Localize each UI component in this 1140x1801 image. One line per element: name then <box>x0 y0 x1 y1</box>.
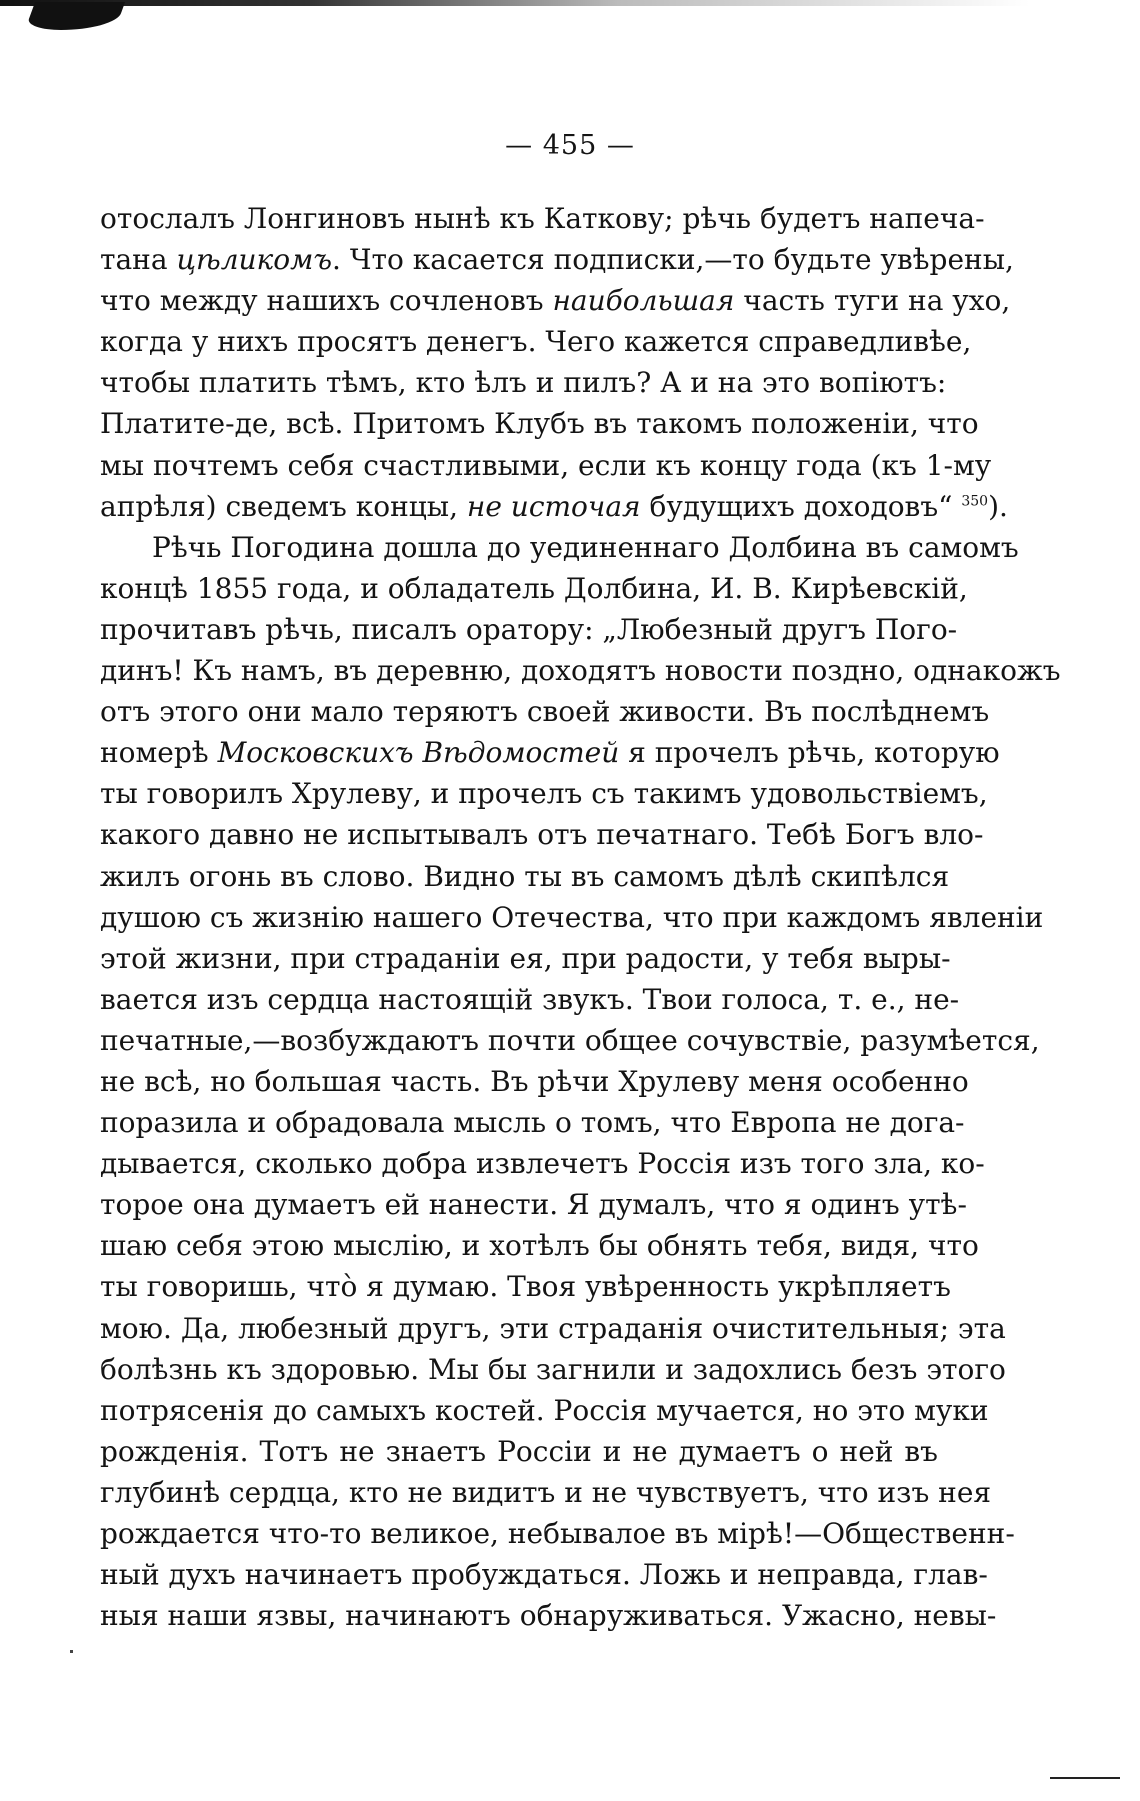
text-line <box>100 1308 1006 1349</box>
text-line <box>100 979 960 1020</box>
text-run: будущихъ доходовъ“ <box>640 489 962 523</box>
text-run: Платите-де, всѣ. Притомъ Клубъ въ такомъ положеніи, что <box>100 407 979 441</box>
text-line <box>100 321 972 362</box>
text-run: отослалъ Лонгиновъ нынѣ къ Каткову; рѣчь будетъ напеча- <box>100 202 985 235</box>
text-run: вается изъ сердца настоящій звукъ. Твои голоса, т. е., не- <box>100 982 960 1016</box>
text-run: поразила и обрадовала мысль о томъ, что Европа не дога- <box>100 1106 965 1140</box>
scan-edge-shadow <box>0 0 1030 6</box>
text-run: торое она думаетъ ей нанести. Я думалъ, что я одинъ утѣ- <box>100 1188 967 1222</box>
text-run: тана <box>100 243 177 277</box>
text-run: рожденія. Тотъ не знаетъ Россіи и не думаетъ о ней въ <box>100 1434 938 1468</box>
text-line <box>100 239 1014 280</box>
text-line <box>100 568 968 609</box>
text-run: какого давно не испытывалъ отъ печатнаго. Тебѣ Богъ вло- <box>100 818 984 852</box>
text-run: ный духъ начинаетъ пробуждаться. Ложь и неправда, глав- <box>100 1558 988 1592</box>
text-line <box>100 1143 985 1184</box>
text-line <box>100 486 1008 527</box>
text-run: жилъ огонь въ слово. Видно ты въ самомъ дѣлѣ скипѣлся <box>100 859 950 893</box>
text-run: . Что касается подписки,—то будьте увѣрены, <box>332 243 1014 277</box>
text-line <box>100 609 958 650</box>
text-run: ты говорилъ Хрулеву, и прочелъ съ такимъ удовольствіемъ, <box>100 777 988 811</box>
text-line <box>100 527 1019 568</box>
text-run: дывается, сколько добра извлечетъ Россія изъ того зла, ко- <box>100 1147 985 1181</box>
text-line <box>100 856 950 897</box>
text-run: потрясенія до самыхъ костей. Россія мучается, но это муки <box>100 1393 989 1427</box>
text-run: отъ этого они мало теряютъ своей живости. Въ послѣднемъ <box>100 695 990 729</box>
scan-ink-blot <box>25 2 125 30</box>
italic-emphasis: наибольшая <box>552 284 735 318</box>
scan-corner-mark <box>1050 1777 1120 1779</box>
text-line <box>100 280 1011 321</box>
text-line <box>100 1554 988 1595</box>
text-run: душою съ жизнію нашего Отечества, что при каждомъ явленіи <box>100 900 1044 934</box>
text-line <box>100 198 985 239</box>
text-line <box>100 650 1061 691</box>
text-run: я прочелъ рѣчь, которую <box>619 736 1000 770</box>
text-run: глубинѣ сердца, кто не видитъ и не чувствуетъ, что изъ нея <box>100 1475 992 1509</box>
text-run: когда у нихъ просятъ денегъ. Чего кажется справедливѣе, <box>100 325 972 359</box>
text-run: рождается что-то великое, небывалое въ мірѣ!—Общественн- <box>100 1517 1015 1550</box>
text-line <box>100 1431 938 1472</box>
text-line <box>100 1225 979 1266</box>
text-run: ты говоришь, что̀ я думаю. Твоя увѣренность укрѣпляетъ <box>100 1270 951 1304</box>
text-run: шаю себя этою мыслію, и хотѣлъ бы обнять тебя, видя, что <box>100 1229 979 1263</box>
text-line <box>100 1020 1040 1061</box>
text-run: чтобы платить тѣмъ, кто ѣлъ и пилъ? А и на это вопіютъ: <box>100 366 947 400</box>
text-run: апрѣля) сведемъ концы, <box>100 489 467 523</box>
italic-emphasis: не источая <box>466 489 641 523</box>
footnote-ref: 350 <box>961 493 989 510</box>
italic-emphasis: цѣликомъ <box>176 243 333 277</box>
body-text <box>100 198 1061 1636</box>
text-line <box>100 691 990 732</box>
text-run: ). <box>988 489 1008 523</box>
text-line <box>100 362 947 403</box>
text-run: не всѣ, но большая часть. Въ рѣчи Хрулеву меня особенно <box>100 1064 969 1098</box>
text-run: мы почтемъ себя счастливыми, если къ концу года (къ 1-му <box>100 448 992 482</box>
text-run: болѣзнь къ здоровью. Мы бы загнили и задохлись безъ этого <box>100 1352 1006 1386</box>
text-line <box>100 938 951 979</box>
text-line <box>100 1595 997 1636</box>
text-run: прочитавъ рѣчь, писалъ оратору: „Любезный другъ Пого- <box>100 612 958 646</box>
italic-emphasis: Московскихъ Вѣдомостей <box>217 736 620 770</box>
text-run: ныя наши язвы, начинаютъ обнаруживаться. Ужасно, невы- <box>100 1599 997 1633</box>
text-line <box>100 445 992 486</box>
text-run: концѣ 1855 года, и обладатель Долбина, И. В. Кирѣевскій, <box>100 571 968 605</box>
text-run: этой жизни, при страданіи ея, при радости, у тебя выры- <box>100 941 951 975</box>
text-line <box>100 1102 965 1143</box>
text-line <box>100 1349 1006 1390</box>
text-line <box>100 1513 1015 1554</box>
text-line <box>100 1390 989 1431</box>
text-run: что между нашихъ сочленовъ <box>100 284 553 318</box>
text-run: печатные,—возбуждаютъ почти общее сочувствіе, разумѣется, <box>100 1023 1040 1057</box>
text-run: Рѣчь Погодина дошла до уединеннаго Долбина въ самомъ <box>152 530 1019 564</box>
text-run: мою. Да, любезный другъ, эти страданія очистительныя; эта <box>100 1311 1006 1345</box>
text-line <box>100 814 984 855</box>
text-line <box>100 403 979 444</box>
text-line <box>100 1266 951 1307</box>
text-line <box>100 1184 967 1225</box>
text-line <box>100 1472 992 1513</box>
page-number: — 455 — <box>505 130 635 161</box>
text-run: часть туги на ухо, <box>734 284 1011 318</box>
text-line <box>100 773 988 814</box>
scan-speck <box>70 1650 73 1653</box>
text-line <box>100 897 1044 938</box>
text-run: номерѣ <box>100 736 218 770</box>
text-line <box>100 1061 969 1102</box>
text-line <box>100 732 1000 773</box>
text-run: динъ! Къ намъ, въ деревню, доходятъ новости поздно, однакожъ <box>100 654 1061 688</box>
